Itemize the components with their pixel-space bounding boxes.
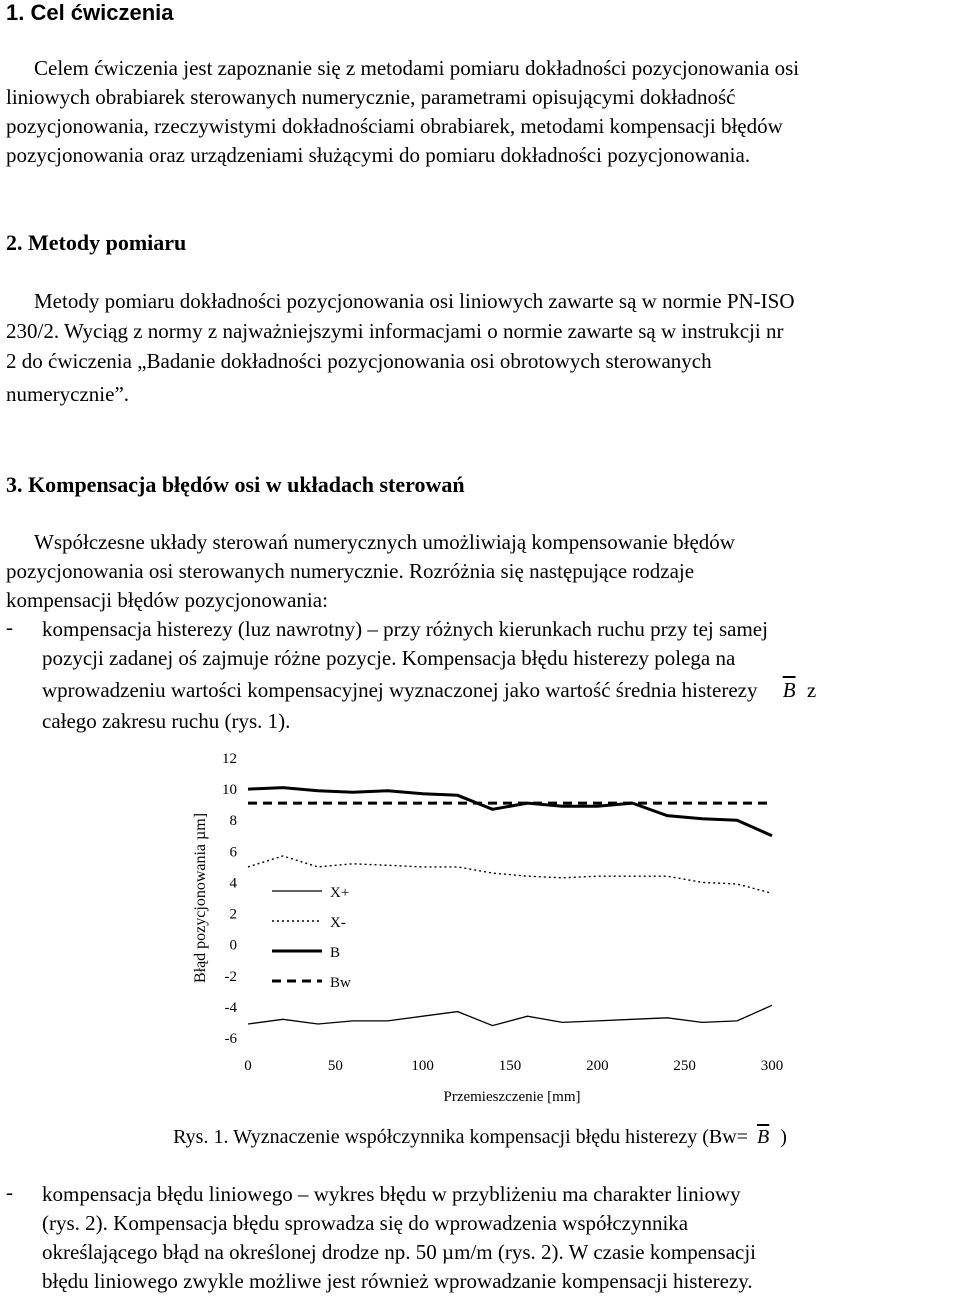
y-tick-label: 12: [222, 751, 237, 767]
bullet-line: pozycji zadanej oś zajmuje różne pozycje. Kompensacja błędu histerezy polega na: [42, 646, 736, 670]
figure-caption: [0, 1124, 960, 1150]
y-tick-label: 10: [222, 782, 237, 799]
series-line-b: [248, 788, 772, 836]
x-tick-label: 0: [244, 1058, 252, 1074]
section-2-line: numerycznie”.: [6, 382, 130, 406]
y-tick-label: 0: [229, 937, 237, 954]
section-1-paragraph: [6, 54, 954, 170]
bullet-linear-paragraph: [6, 1180, 954, 1296]
x-tick-label: 300: [760, 1058, 784, 1074]
caption-close: ): [780, 1126, 787, 1148]
section-3-line: kompensacji błędów pozycjonowania:: [6, 588, 328, 612]
series-line-xplus: [248, 1005, 772, 1025]
bullet-line: kompensacja histerezy (luz nawrotny) – przy różnych kierunkach ruchu przy tej samej: [42, 617, 768, 641]
bullet-hysteresis: [6, 615, 954, 736]
y-tick-label: -4: [224, 999, 237, 1016]
y-tick-label: 2: [229, 906, 237, 923]
hysteresis-chart: [0, 740, 960, 1120]
bullet-line: wprowadzeniu wartości kompensacyjnej wyznaczonej jako wartość średnia histerezy: [42, 678, 758, 702]
x-tick-label: 150: [498, 1058, 522, 1074]
section-2-paragraph: [6, 286, 954, 412]
section-3-paragraph: [6, 528, 954, 736]
section-2-line: 2 do ćwiczenia „Badanie dokładności pozycjonowania osi obrotowych sterowanych: [6, 349, 712, 373]
y-tick-label: 4: [229, 875, 237, 892]
x-tick-label: 50: [327, 1058, 343, 1074]
bullet-line: (rys. 2). Kompensacja błędu sprowadza się do wprowadzenia współczynnika: [42, 1211, 689, 1235]
caption-b-bar-symbol: $\overline{B}$: [756, 1126, 770, 1148]
legend-label: X+: [330, 885, 350, 901]
x-axis-label: Przemieszczenie [mm]: [443, 1089, 581, 1105]
section-1-line: pozycjonowania, rzeczywistymi dokładnościami obrabiarek, metodami kompensacji błędów: [6, 114, 783, 138]
section-1-heading: 1. Cel ćwiczenia: [6, 0, 174, 25]
section-3-line: pozycjonowania osi sterowanych numerycznie. Rozróżnia się następujące rodzaje: [6, 559, 695, 583]
y-tick-label: -6: [224, 1031, 237, 1047]
x-tick-label: 200: [586, 1058, 609, 1074]
y-axis-label: Błąd pozycjonowania µm]: [192, 812, 209, 984]
y-tick-label: 8: [229, 813, 237, 830]
legend-label: Bw: [330, 975, 351, 991]
section-2-line: 230/2. Wyciąg z normy z najważniejszymi informacjami o normie zawarte są w instrukcji nr: [6, 319, 784, 343]
b-bar-symbol: $\overline{B}$: [782, 678, 796, 702]
x-tick-label: 250: [673, 1058, 696, 1074]
series-layer: [248, 788, 772, 1026]
legend-label: B: [330, 945, 341, 961]
bullet-dash: -: [6, 1180, 13, 1204]
y-axis-ticks: [222, 751, 238, 1047]
symbol-suffix: z: [806, 678, 817, 702]
section-3-line: Współczesne układy sterowań numerycznych umożliwiają kompensowanie błędów: [34, 530, 735, 554]
x-tick-label: 100: [411, 1058, 434, 1074]
x-axis-ticks: [244, 1058, 783, 1074]
bullet-line: całego zakresu ruchu (rys. 1).: [42, 709, 291, 733]
bullet-line: błędu liniowego zwykle możliwe jest również wprowadzanie kompensacji histerezy.: [42, 1269, 753, 1293]
section-2-heading: 2. Metody pomiaru: [6, 230, 187, 255]
bullet-line: kompensacja błędu liniowego – wykres błędu w przybliżeniu ma charakter liniowy: [42, 1182, 741, 1206]
bullet-line-with-symbol: [42, 673, 954, 707]
bullet-dash: -: [6, 615, 13, 639]
series-line-xminus: [248, 856, 772, 893]
legend-label: X-: [330, 915, 346, 931]
chart-legend: [272, 885, 351, 991]
bullet-line: określającego błąd na określonej drodze np. 50 µm/m (rys. 2). W czasie kompensacji: [42, 1240, 757, 1264]
section-3-heading: 3. Kompensacja błędów osi w układach sterowań: [6, 472, 465, 497]
section-2-line: Metody pomiaru dokładności pozycjonowania osi liniowych zawarte są w normie PN-ISO: [34, 289, 795, 313]
y-tick-label: 6: [229, 844, 237, 861]
bullet-linear: [6, 1180, 954, 1296]
section-1-line: pozycjonowania oraz urządzeniami służącymi do pomiaru dokładności pozycjonowania.: [6, 143, 751, 167]
section-1-line: liniowych obrabiarek sterowanych numerycznie, parametrami opisującymi dokładność: [6, 85, 736, 109]
y-tick-label: -2: [224, 968, 237, 985]
caption-text: Rys. 1. Wyznaczenie współczynnika kompensacji błędu histerezy (Bw=: [173, 1126, 748, 1148]
section-1-line: Celem ćwiczenia jest zapoznanie się z metodami pomiaru dokładności pozycjonowania osi: [34, 56, 800, 80]
